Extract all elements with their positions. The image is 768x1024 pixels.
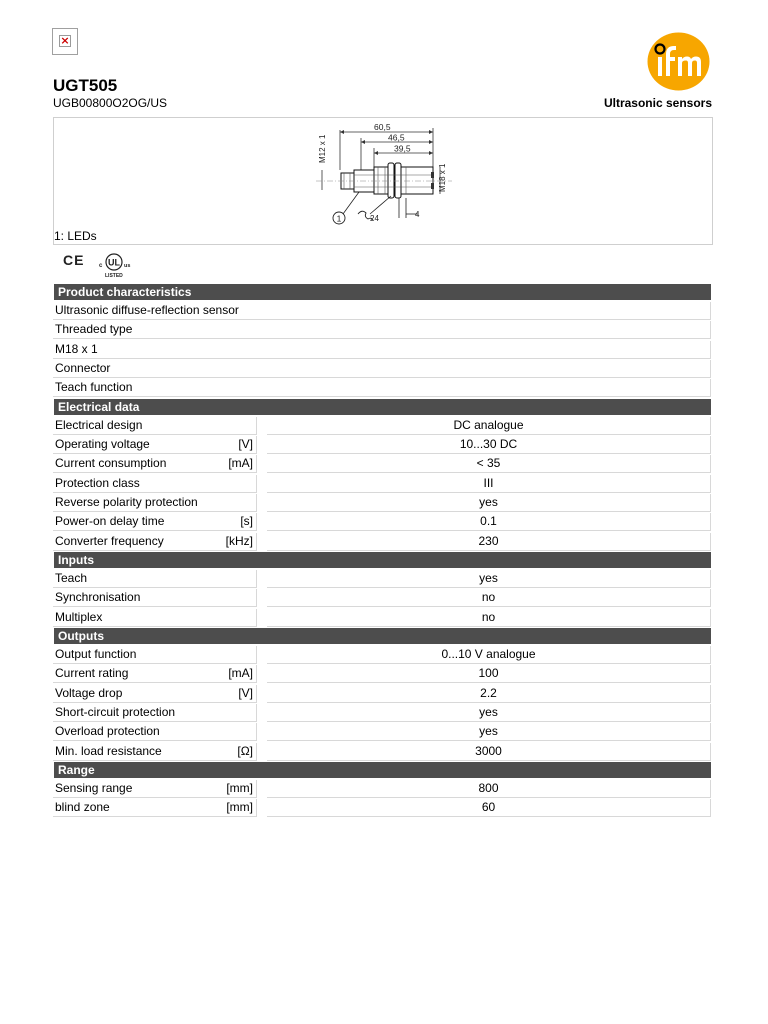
spec-label-cell xyxy=(53,723,257,741)
logo-m xyxy=(678,57,701,77)
spec-row xyxy=(53,646,711,663)
spec-label: Converter frequency xyxy=(55,533,164,548)
spec-label: Operating voltage xyxy=(55,436,150,451)
spec-unit: [kHz] xyxy=(225,533,253,548)
spec-value: 2.2 xyxy=(267,685,711,703)
section-header-electrical: Electrical data xyxy=(54,399,711,415)
spec-label: Protection class xyxy=(55,475,140,490)
section-header-outputs: Outputs xyxy=(54,628,711,644)
product-row: Teach function xyxy=(53,379,711,397)
spec-label: Multiplex xyxy=(55,609,103,624)
spec-unit: [mm] xyxy=(226,800,253,815)
product-row: Ultrasonic diffuse-reflection sensor xyxy=(53,302,711,320)
spec-value: III xyxy=(267,475,711,493)
broken-image-icon xyxy=(52,28,78,55)
spec-unit: [V] xyxy=(238,436,253,451)
spec-unit: [s] xyxy=(240,514,253,529)
spec-value: yes xyxy=(267,704,711,722)
spec-value: 10...30 DC xyxy=(267,436,711,454)
spec-value: yes xyxy=(267,570,711,588)
spec-row xyxy=(53,780,711,797)
spec-value: < 35 xyxy=(267,455,711,473)
spec-unit: [mA] xyxy=(228,666,253,681)
spec-row xyxy=(53,723,711,740)
spec-row xyxy=(53,743,711,760)
spec-row xyxy=(53,455,711,472)
spec-label: Teach xyxy=(55,570,88,585)
spec-label-cell xyxy=(53,799,257,817)
spec-row xyxy=(53,417,711,434)
spec-label-cell xyxy=(53,685,257,703)
spec-label: Sensing range xyxy=(55,780,133,795)
spec-row xyxy=(53,570,711,587)
product-category: Ultrasonic sensors xyxy=(603,96,712,110)
spec-value: no xyxy=(267,589,711,607)
spec-label-cell xyxy=(53,665,257,683)
spec-label-cell xyxy=(53,570,257,588)
broken-image-glyph: × xyxy=(60,34,70,47)
spec-label: Power-on delay time xyxy=(55,514,165,529)
spec-label: blind zone xyxy=(55,800,110,815)
spec-value: 230 xyxy=(267,533,711,551)
spec-label: Reverse polarity protection xyxy=(55,494,198,509)
led-callout-number: 1 xyxy=(336,213,342,224)
product-row: M18 x 1 xyxy=(53,341,711,359)
spec-value: yes xyxy=(267,494,711,512)
spec-value: no xyxy=(267,609,711,627)
spec-label-cell xyxy=(53,704,257,722)
spec-label-cell xyxy=(53,743,257,761)
spec-label: Synchronisation xyxy=(55,590,141,605)
dim-thread-body: M18 x 1 xyxy=(438,163,447,192)
section-header-range: Range xyxy=(54,762,711,778)
spec-row xyxy=(53,475,711,492)
spec-label-cell xyxy=(53,513,257,531)
spec-label: Output function xyxy=(55,646,137,661)
spec-value: DC analogue xyxy=(267,417,711,435)
led-left xyxy=(431,172,434,178)
led-right xyxy=(431,183,434,189)
spec-table xyxy=(53,283,711,819)
spec-label-cell xyxy=(53,533,257,551)
ul-c-mark: c xyxy=(99,263,103,269)
spec-label-cell xyxy=(53,475,257,493)
spec-row xyxy=(53,513,711,530)
spec-value: yes xyxy=(267,723,711,741)
spec-label: Current consumption xyxy=(55,456,167,471)
product-row: Threaded type xyxy=(53,321,711,339)
dimension-drawing xyxy=(53,117,713,245)
section-header-product: Product characteristics xyxy=(54,284,711,300)
dim-nut-width: 4 xyxy=(415,210,420,219)
spec-row xyxy=(53,685,711,702)
spec-label-cell xyxy=(53,780,257,798)
spec-value: 800 xyxy=(267,780,711,798)
drawing-caption: 1: LEDs xyxy=(54,229,97,243)
spec-label: Current rating xyxy=(55,666,129,681)
spec-row xyxy=(53,665,711,682)
logo-i xyxy=(658,57,662,76)
spec-row xyxy=(53,799,711,816)
logo-dot xyxy=(656,45,665,54)
article-code: UGB00800O2OG/US xyxy=(53,96,168,110)
ul-mark: UL xyxy=(108,257,120,268)
spec-label: Short-circuit protection xyxy=(55,704,176,719)
product-title: UGT505 xyxy=(53,76,118,95)
spec-unit: [mm] xyxy=(226,780,253,795)
spec-label: Voltage drop xyxy=(55,685,123,700)
ce-mark: CE xyxy=(63,252,85,268)
certification-marks xyxy=(62,250,142,280)
spec-row xyxy=(53,436,711,453)
spec-row xyxy=(53,609,711,626)
spec-label: Overload protection xyxy=(55,724,160,739)
dim-thread-connector: M12 x 1 xyxy=(318,134,327,163)
ul-us-mark: us xyxy=(124,263,131,269)
section-header-inputs: Inputs xyxy=(54,552,711,568)
dim-length-total: 60,5 xyxy=(374,122,391,132)
spec-value: 3000 xyxy=(267,743,711,761)
spec-value: 60 xyxy=(267,799,711,817)
spec-value: 0...10 V analogue xyxy=(267,646,711,664)
spec-row xyxy=(53,533,711,550)
dim-length-mid: 46,5 xyxy=(388,132,405,143)
sensor-drawing-svg xyxy=(54,118,712,244)
spec-row xyxy=(53,704,711,721)
spec-row xyxy=(53,589,711,606)
ul-listed-mark: LISTED xyxy=(105,273,123,279)
product-row: Connector xyxy=(53,360,711,378)
spec-unit: [mA] xyxy=(228,456,253,471)
spec-label-cell xyxy=(53,609,257,627)
spec-label-cell xyxy=(53,646,257,664)
spec-label: Electrical design xyxy=(55,417,143,432)
spec-row xyxy=(53,494,711,511)
spec-unit: [Ω] xyxy=(237,743,253,758)
spec-label-cell xyxy=(53,589,257,607)
dim-wrench-size: 24 xyxy=(370,214,379,223)
spec-label: Min. load resistance xyxy=(55,743,162,758)
dim-length-thread: 39,5 xyxy=(394,143,411,154)
spec-label-cell xyxy=(53,494,257,512)
spec-value: 0.1 xyxy=(267,513,711,531)
spec-label-cell xyxy=(53,436,257,454)
ifm-logo xyxy=(647,32,710,91)
spec-unit: [V] xyxy=(238,685,253,700)
spec-value: 100 xyxy=(267,665,711,683)
spec-label-cell xyxy=(53,455,257,473)
spec-label-cell xyxy=(53,417,257,435)
